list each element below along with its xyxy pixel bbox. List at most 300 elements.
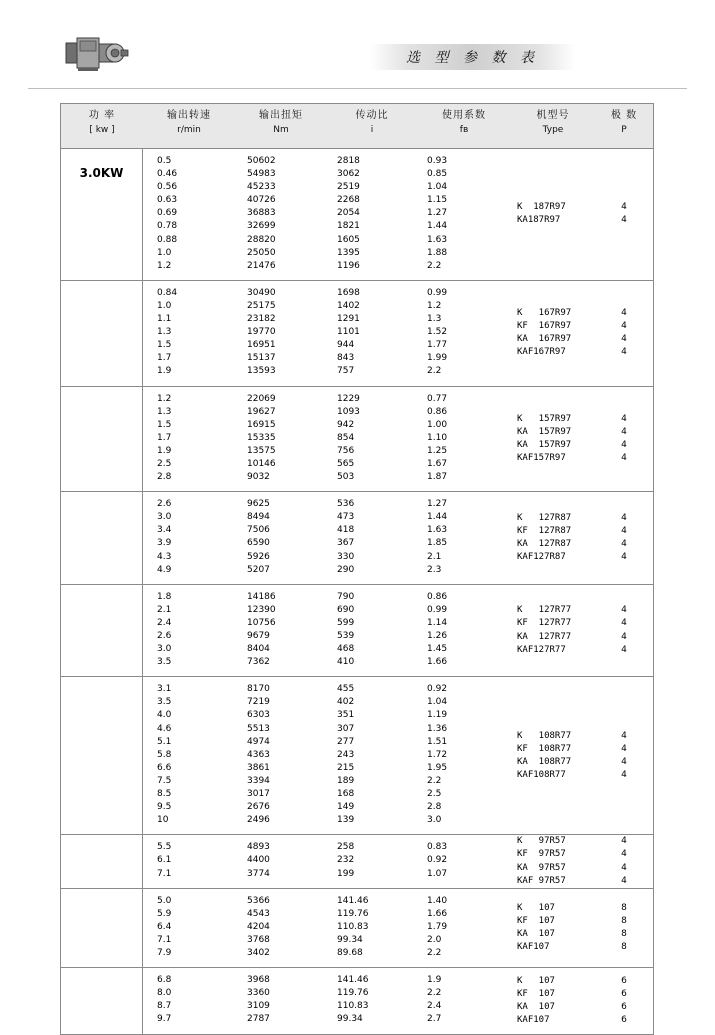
output-torque-cell [235, 155, 327, 273]
cell-value: 3968 [247, 975, 270, 986]
cell-value: 0.63 [157, 195, 178, 206]
poles-cell [595, 835, 653, 887]
cell-value: 3.1 [157, 684, 172, 695]
cell-value: 1.44 [427, 512, 448, 523]
cell-value: 351 [337, 710, 355, 721]
cell-value: 1.77 [427, 340, 448, 351]
poles-value: 4 [621, 849, 627, 860]
cell-value: 0.99 [427, 604, 448, 615]
cell-value: 54983 [247, 169, 276, 180]
column-header-poles: 极 数 P [610, 110, 638, 135]
cell-value: 2054 [337, 208, 360, 219]
type-cell [511, 492, 595, 584]
cell-value: 473 [337, 512, 355, 523]
cell-value: 944 [337, 340, 355, 351]
cell-value: 32699 [247, 221, 276, 232]
poles-value: 8 [621, 902, 627, 913]
output-speed-cell [143, 155, 235, 273]
service-factor-cell [417, 591, 511, 670]
type-value: K 127R77 [517, 605, 572, 616]
cell-value: 6590 [247, 538, 270, 549]
cell-value: 45233 [247, 182, 276, 193]
type-value: KA 167R97 [517, 334, 572, 345]
service-factor-cell [417, 287, 511, 379]
cell-value: 5207 [247, 564, 270, 575]
cell-value: 1.63 [427, 525, 448, 536]
cell-value: 3.0 [427, 815, 442, 826]
cell-value: 119.76 [337, 988, 369, 999]
numeric-cells [143, 585, 511, 677]
type-value: KAF167R97 [517, 347, 566, 358]
gear-motor-illustration [64, 34, 130, 74]
cell-value: 8494 [247, 512, 270, 523]
cell-value: 4974 [247, 736, 270, 747]
type-value: KA 157R97 [517, 439, 572, 450]
type-value: K 107 [517, 902, 555, 913]
power-cell [61, 889, 143, 967]
cell-value: 3.0 [157, 644, 172, 655]
cell-value: 2519 [337, 182, 360, 193]
cell-value: 0.92 [427, 684, 448, 695]
cell-value: 1.52 [427, 327, 448, 338]
cell-value: 25050 [247, 247, 276, 258]
output-torque-cell [235, 895, 327, 960]
cell-value: 9679 [247, 631, 270, 641]
cell-value: 3109 [247, 1001, 270, 1012]
poles-value: 4 [621, 730, 627, 741]
cell-value: 277 [337, 736, 355, 747]
cell-value: 139 [337, 815, 355, 826]
poles-value: 4 [621, 215, 627, 226]
cell-value: 3774 [247, 868, 270, 879]
cell-value: 1.72 [427, 749, 448, 760]
power-cell [61, 281, 143, 386]
service-factor-cell [417, 895, 511, 960]
cell-value: 2.6 [157, 631, 172, 641]
poles-value: 4 [621, 769, 627, 780]
numeric-cells [143, 492, 511, 584]
type-cell [511, 968, 595, 1033]
cell-value: 6.8 [157, 975, 172, 986]
cell-value: 2.2 [427, 260, 442, 271]
power-cell [61, 835, 143, 887]
cell-value: 290 [337, 564, 355, 575]
poles-value: 6 [621, 1001, 627, 1012]
poles-value: 4 [621, 439, 627, 450]
cell-value: 1.5 [157, 340, 172, 351]
cell-value: 3.5 [157, 657, 172, 668]
cell-value: 5366 [247, 895, 270, 906]
type-value: KF 167R97 [517, 321, 572, 332]
output-torque-cell [235, 974, 327, 1026]
table-header-row [61, 104, 653, 149]
cell-value: 0.5 [157, 156, 172, 166]
cell-value: 1.07 [427, 868, 448, 879]
poles-cell [595, 968, 653, 1033]
power-cell [61, 585, 143, 677]
output-speed-cell [143, 841, 235, 880]
cell-value: 942 [337, 419, 355, 430]
cell-value: 0.46 [157, 169, 178, 180]
cell-value: 30490 [247, 287, 276, 298]
cell-value: 756 [337, 445, 355, 456]
numeric-cells [143, 387, 511, 492]
cell-value: 3.9 [157, 538, 172, 549]
cell-value: 199 [337, 868, 355, 879]
cell-value: 7.1 [157, 868, 172, 879]
cell-value: 10756 [247, 617, 276, 628]
power-cell [61, 492, 143, 584]
cell-value: 22069 [247, 393, 276, 404]
type-value: KAF157R97 [517, 452, 566, 463]
cell-value: 0.78 [157, 221, 178, 232]
cell-value: 6303 [247, 710, 270, 721]
cell-value: 8170 [247, 684, 270, 695]
cell-value: 10146 [247, 458, 276, 469]
cell-value: 0.86 [427, 406, 448, 417]
cell-value: 19627 [247, 406, 276, 417]
cell-value: 1.40 [427, 895, 448, 906]
poles-value: 4 [621, 862, 627, 873]
cell-value: 110.83 [337, 1001, 369, 1012]
column-header-service-factor: 使用系数 fʙ [442, 110, 486, 135]
numeric-cells [143, 281, 511, 386]
cell-value: 232 [337, 855, 355, 866]
cell-value: 89.68 [337, 948, 363, 959]
column-header-power: 功 率 [ kw ] [88, 110, 116, 135]
cell-value: 1.88 [427, 247, 448, 258]
output-torque-cell [235, 591, 327, 670]
poles-value: 8 [621, 915, 627, 926]
cell-value: 1.87 [427, 472, 448, 483]
cell-value: 1.1 [157, 314, 172, 325]
cell-value: 402 [337, 697, 355, 708]
cell-value: 7.1 [157, 934, 172, 945]
type-cell [511, 281, 595, 386]
numeric-cells [143, 149, 511, 280]
cell-value: 2.4 [427, 1001, 442, 1012]
cell-value: 4.3 [157, 551, 172, 562]
output-torque-cell [235, 393, 327, 485]
cell-value: 0.92 [427, 855, 448, 866]
cell-value: 3861 [247, 762, 270, 773]
cell-value: 0.77 [427, 393, 448, 404]
cell-value: 1.04 [427, 697, 448, 708]
poles-value: 6 [621, 988, 627, 999]
cell-value: 367 [337, 538, 355, 549]
type-value: KA 107 [517, 1001, 555, 1012]
cell-value: 4204 [247, 921, 270, 932]
poles-value: 4 [621, 426, 627, 437]
cell-value: 1.9 [427, 975, 442, 986]
service-factor-cell [417, 498, 511, 577]
service-factor-cell [417, 393, 511, 485]
numeric-cells [143, 677, 511, 834]
cell-value: 4.0 [157, 710, 172, 721]
poles-value: 4 [621, 618, 627, 629]
table-row [61, 386, 653, 492]
power-cell [61, 968, 143, 1033]
type-cell [511, 149, 595, 280]
page-title [370, 44, 575, 70]
cell-value: 3394 [247, 775, 270, 786]
cell-value: 5.5 [157, 842, 172, 853]
cell-value: 1.25 [427, 445, 448, 456]
selection-parameter-table [60, 103, 654, 1035]
cell-value: 503 [337, 472, 355, 483]
output-speed-cell [143, 393, 235, 485]
poles-value: 4 [621, 644, 627, 655]
type-cell [511, 835, 595, 887]
cell-value: 15335 [247, 432, 276, 443]
cell-value: 8.5 [157, 789, 172, 800]
poles-cell [595, 149, 653, 280]
cell-value: 2.1 [427, 551, 442, 562]
table-row [61, 149, 653, 280]
cell-value: 189 [337, 775, 355, 786]
cell-value: 854 [337, 432, 355, 443]
poles-value: 8 [621, 928, 627, 939]
cell-value: 2.2 [427, 988, 442, 999]
poles-cell [595, 387, 653, 492]
type-value: KF 127R77 [517, 618, 572, 629]
ratio-cell [327, 683, 417, 827]
power-value: 3.0KW [79, 166, 124, 180]
cell-value: 468 [337, 644, 355, 655]
cell-value: 418 [337, 525, 355, 536]
cell-value: 2.0 [427, 934, 442, 945]
type-cell [511, 387, 595, 492]
cell-value: 7506 [247, 525, 270, 536]
table-row [61, 967, 653, 1033]
cell-value: 99.34 [337, 934, 363, 945]
cell-value: 2.7 [427, 1014, 442, 1025]
cell-value: 2.5 [427, 789, 442, 800]
type-cell [511, 585, 595, 677]
type-value: KA 127R77 [517, 631, 572, 642]
service-factor-cell [417, 155, 511, 273]
cell-value: 0.69 [157, 208, 178, 219]
cell-value: 2.8 [427, 802, 442, 813]
cell-value: 110.83 [337, 921, 369, 932]
cell-value: 4.9 [157, 564, 172, 575]
poles-value: 4 [621, 631, 627, 642]
ratio-cell [327, 591, 417, 670]
cell-value: 215 [337, 762, 355, 773]
output-speed-cell [143, 287, 235, 379]
cell-value: 1.26 [427, 631, 448, 641]
cell-value: 3.4 [157, 525, 172, 536]
numeric-cells [143, 889, 511, 967]
cell-value: 1.79 [427, 921, 448, 932]
type-value: K 108R77 [517, 730, 572, 741]
numeric-cells [143, 968, 511, 1033]
output-speed-cell [143, 895, 235, 960]
cell-value: 1.51 [427, 736, 448, 747]
ratio-cell [327, 974, 417, 1026]
cell-value: 2.5 [157, 458, 172, 469]
cell-value: 790 [337, 591, 355, 602]
poles-value: 4 [621, 875, 627, 886]
table-row [61, 834, 653, 887]
cell-value: 5513 [247, 723, 270, 734]
cell-value: 9.5 [157, 802, 172, 813]
cell-value: 1.44 [427, 221, 448, 232]
cell-value: 141.46 [337, 975, 369, 986]
cell-value: 1291 [337, 314, 360, 325]
cell-value: 1.27 [427, 208, 448, 219]
cell-value: 2.2 [427, 366, 442, 377]
cell-value: 1698 [337, 287, 360, 298]
cell-value: 4543 [247, 908, 270, 919]
service-factor-cell [417, 841, 511, 880]
type-value: KF 127R87 [517, 525, 572, 536]
type-cell [511, 889, 595, 967]
type-value: K 167R97 [517, 307, 572, 318]
cell-value: 2.3 [427, 564, 442, 575]
cell-value: 141.46 [337, 895, 369, 906]
cell-value: 3.5 [157, 697, 172, 708]
cell-value: 1.3 [157, 406, 172, 417]
cell-value: 12390 [247, 604, 276, 615]
table-row [61, 491, 653, 584]
cell-value: 168 [337, 789, 355, 800]
poles-value: 4 [621, 413, 627, 424]
poles-cell [595, 585, 653, 677]
cell-value: 1.66 [427, 908, 448, 919]
cell-value: 757 [337, 366, 355, 377]
type-value: KF 108R77 [517, 743, 572, 754]
power-cell [61, 677, 143, 834]
cell-value: 23182 [247, 314, 276, 325]
cell-value: 1.85 [427, 538, 448, 549]
ratio-cell [327, 895, 417, 960]
type-value: KF 107 [517, 988, 555, 999]
cell-value: 1.19 [427, 710, 448, 721]
cell-value: 843 [337, 353, 355, 364]
type-value: KA 127R87 [517, 538, 572, 549]
cell-value: 1.8 [157, 591, 172, 602]
cell-value: 2268 [337, 195, 360, 206]
output-torque-cell [235, 683, 327, 827]
cell-value: 1.2 [157, 393, 172, 404]
cell-value: 7362 [247, 657, 270, 668]
cell-value: 36883 [247, 208, 276, 219]
cell-value: 6.1 [157, 855, 172, 866]
column-header-output-torque: 输出扭矩 Nm [259, 110, 303, 135]
cell-value: 4400 [247, 855, 270, 866]
poles-value: 4 [621, 605, 627, 616]
ratio-cell [327, 393, 417, 485]
type-value: K 127R87 [517, 512, 572, 523]
cell-value: 1.45 [427, 644, 448, 655]
cell-value: 8404 [247, 644, 270, 655]
poles-value: 4 [621, 347, 627, 358]
poles-value: 4 [621, 452, 627, 463]
cell-value: 1101 [337, 327, 360, 338]
cell-value: 5.8 [157, 749, 172, 760]
poles-value: 4 [621, 538, 627, 549]
column-header-type: 机型号 Type [536, 110, 570, 135]
cell-value: 4363 [247, 749, 270, 760]
cell-value: 9032 [247, 472, 270, 483]
table-row [61, 584, 653, 677]
cell-value: 0.86 [427, 591, 448, 602]
cell-value: 539 [337, 631, 355, 641]
cell-value: 1.7 [157, 432, 172, 443]
power-cell [61, 149, 143, 280]
cell-value: 3.0 [157, 512, 172, 523]
numeric-cells [143, 835, 511, 887]
cell-value: 2496 [247, 815, 270, 826]
type-cell [511, 677, 595, 834]
cell-value: 2.4 [157, 617, 172, 628]
poles-value: 4 [621, 321, 627, 332]
type-value: KF 97R57 [517, 849, 566, 860]
cell-value: 99.34 [337, 1014, 363, 1025]
cell-value: 4893 [247, 842, 270, 853]
cell-value: 149 [337, 802, 355, 813]
cell-value: 0.84 [157, 287, 178, 298]
column-header-ratio: 传动比 i [355, 110, 389, 135]
cell-value: 21476 [247, 260, 276, 271]
column-header-output-speed: 输出转速 r/min [167, 110, 211, 135]
cell-value: 1.04 [427, 182, 448, 193]
type-value: KAF127R77 [517, 644, 566, 655]
cell-value: 2.6 [157, 499, 172, 510]
cell-value: 16951 [247, 340, 276, 351]
cell-value: 50602 [247, 156, 276, 166]
type-value: KAF108R77 [517, 769, 566, 780]
table-row [61, 280, 653, 386]
table-row [61, 676, 653, 834]
cell-value: 455 [337, 684, 355, 695]
cell-value: 1402 [337, 300, 360, 311]
table-body [61, 149, 653, 1034]
cell-value: 536 [337, 499, 355, 510]
cell-value: 243 [337, 749, 355, 760]
cell-value: 2.2 [427, 948, 442, 959]
poles-value: 4 [621, 334, 627, 345]
cell-value: 0.93 [427, 156, 448, 166]
cell-value: 1.95 [427, 762, 448, 773]
cell-value: 330 [337, 551, 355, 562]
cell-value: 690 [337, 604, 355, 615]
cell-value: 1395 [337, 247, 360, 258]
cell-value: 3402 [247, 948, 270, 959]
cell-value: 7.9 [157, 948, 172, 959]
cell-value: 1.7 [157, 353, 172, 364]
power-cell [61, 387, 143, 492]
cell-value: 1229 [337, 393, 360, 404]
cell-value: 5.1 [157, 736, 172, 747]
type-value: KA 107 [517, 928, 555, 939]
ratio-cell [327, 287, 417, 379]
type-value: K 97R57 [517, 836, 566, 847]
poles-value: 4 [621, 836, 627, 847]
type-value: KAF 97R57 [517, 875, 566, 886]
cell-value: 13575 [247, 445, 276, 456]
ratio-cell [327, 841, 417, 880]
service-factor-cell [417, 974, 511, 1026]
poles-value: 8 [621, 942, 627, 953]
ratio-cell [327, 498, 417, 577]
cell-value: 8.7 [157, 1001, 172, 1012]
type-value: K 187R97 [517, 202, 566, 213]
cell-value: 119.76 [337, 908, 369, 919]
cell-value: 1.14 [427, 617, 448, 628]
cell-value: 1605 [337, 234, 360, 245]
